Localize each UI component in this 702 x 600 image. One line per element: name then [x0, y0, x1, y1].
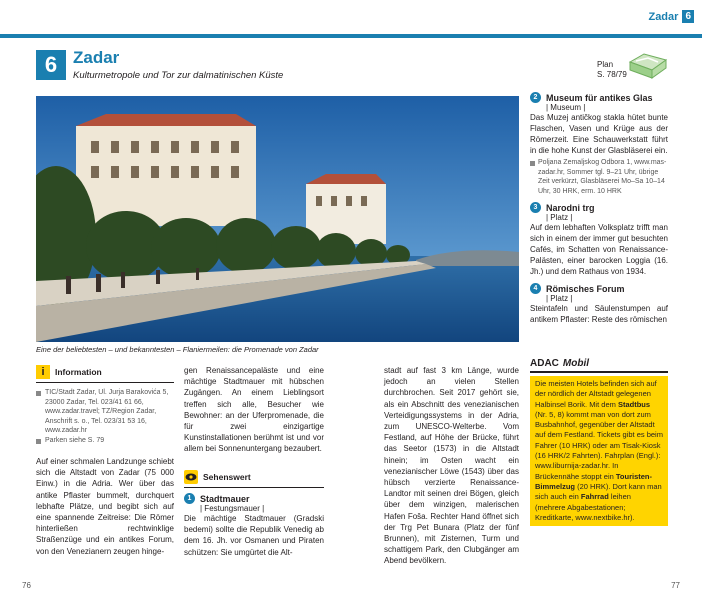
page-number-right: 77 — [671, 581, 680, 590]
information-title: Information — [55, 367, 102, 377]
sight-heading — [184, 493, 324, 504]
sehenswert-title: Sehenswert — [203, 472, 251, 482]
info-icon: i — [36, 365, 50, 379]
information-list — [36, 388, 174, 446]
sight-category: | Platz | — [546, 294, 573, 303]
adac-brand: ADAC — [530, 358, 559, 369]
photo-caption: Eine der beliebtesten – und bekanntesten – Flaniermeilen: die Promenade von Zadar — [36, 345, 319, 354]
adac-text-highlight: Touristen-Bimmelzug — [535, 471, 652, 491]
sight-number-badge: 1 — [184, 493, 195, 504]
sight-number-badge: 2 — [530, 92, 541, 103]
sight-number-badge: 4 — [530, 283, 541, 294]
adac-text-highlight: Fahrrad — [580, 492, 609, 502]
running-head-number: 6 — [682, 10, 694, 23]
sight-name: Römisches Forum — [546, 283, 625, 294]
information-item: Parken siehe S. 79 — [36, 436, 174, 446]
running-head-title: Zadar — [648, 10, 679, 23]
chapter-number: 6 — [36, 50, 66, 80]
sight-heading — [530, 202, 668, 213]
adac-text-part: Die meisten Hotels befinden sich auf der nördlich der Altstadt gelegenen Halbinsel Borik. Mit dem — [535, 379, 657, 409]
sight-practical-info: Poljana Zemaljskog Odbora 1, www.mas-zadar.hr, Sommer tgl. 9–21 Uhr, übrige Zeit verkürzt, Glasbläserei Mo–Sa 10–14 Uhr, 30 HRK, erm. 10 HRK — [530, 158, 668, 196]
sight-entry — [530, 283, 668, 325]
chapter-title: Zadar — [73, 48, 120, 67]
city-map-icon — [628, 52, 668, 80]
adac-mobil-label: Mobil — [562, 358, 589, 369]
sight-name: Stadtmauer — [200, 493, 250, 504]
adac-text-part: (20 HRK). Dort kann man sich auch ein — [535, 481, 662, 502]
eye-icon — [184, 470, 198, 484]
sight-entry — [530, 202, 668, 277]
adac-mobil-box — [530, 358, 668, 526]
intro-paragraph: Auf einer schmalen Landzunge schiebt sich die Altstadt von Zadar (75 000 Einw.) in die Adria. Wer über das antike Pflaster bummelt, durchquert lebhafte Plätze, und begibt sich auf eine spannende Zeitreise: Die Römer hinterließen rechtwinklige Straßenzüge und ein antikes Forum, von den Venezianern zeugen hinge- — [36, 457, 174, 556]
sight-description: Die mächtige Stadtmauer (Gradski bedemi) sollte die Republik Venedig ab dem 16. Jh. vor Osmanen und Piraten schützen: Sie umgürtet die Alt- — [184, 514, 324, 557]
top-rule — [0, 34, 702, 38]
sight-category: | Platz | — [546, 213, 573, 222]
sight-category: | Festungsmauer | — [200, 504, 265, 513]
information-header — [36, 365, 174, 383]
sight-description: Auf dem lebhaften Volksplatz trifft man sich in einem der immer gut besuchten Cafés, im Schatten von Renaissance-Palästen, einer barocken Loggia (16. Jh.) und dem Rathaus von 1934. — [530, 223, 668, 276]
information-box — [36, 365, 174, 446]
sehenswert-header — [184, 470, 324, 488]
adac-mobil-text — [530, 376, 668, 526]
sight-name: Museum für antikes Glas — [546, 92, 653, 103]
sight-heading — [530, 283, 668, 294]
page-number-left: 76 — [22, 581, 31, 590]
plan-reference — [597, 60, 627, 80]
adac-text-part: (Nr. 5, 8) kommt man von dort zum Busbahnhof, gegenüber der Altstadt auf dem Festland. Tickets gibt es beim Fahrer (10 HRK) oder am Tisak-Kiosk (16 HRK/2 Fahrten). Fahrplan (Engl.): www.liburnija-zadar.hr. In Brückennähe stoppt ein — [535, 409, 663, 481]
stadtmauer-paragraph-continued: stadt auf fast 3 km Länge, wurde jedoch an vielen Stellen durchbrochen. Seit 2017 gehört sie, als ein Abschnitt des venezianischen Verteidigungssystems in der Adria, zum UNESCO-Welterbe. Vom Festland, auf Höhe der Brücke, führt das Seetor (1573) in die Altstadt hinein; im Osten wacht ein venezianischer Löwe (1543) über das hübsch verzierte Renaissance-Landtor mit seinen drei Bögen, gleich über dem winzigen, malerischen Hafen Foša. Rechter Hand öffnet sich der Trg Pet Bunara (Platz der fünf Brunnen), mit Zisternen, Turm und schattigem Park, den Clubgänger am Abend bevölkern. — [384, 366, 519, 566]
sight-description: Steintafeln und Säulenstumpen auf antikem Pflaster: Reste des römischen — [530, 304, 668, 324]
right-sights-column — [530, 92, 668, 331]
intro-text-col1 — [36, 456, 174, 557]
information-item: TIC/Stadt Zadar, Ul. Jurja Barakovića 5, 23000 Zadar, Tel. 023/41 61 66, www.zadar.travel; TZ/Region Zadar, Anschrift s. o., Tel. 023/31 53 16, www.zadar.hr — [36, 388, 174, 436]
promenade-photo — [36, 96, 519, 342]
intro-paragraph-continued: gen Renaissancepaläste und eine mächtige Stadtmauer mit hübschen Zugängen. An einem Lieblingsort treffen sich alle, Besucher wie Bewohner: an der Uferpromenade, die für zwei einzigartige Kunstinstallationen berühmt ist und vor allem bei Sonnenuntergang bezaubert. — [184, 366, 324, 454]
adac-text-part: leihen (mehrere Abgabestationen; Kreditkarte, www.nextbike.hr). — [535, 492, 635, 522]
sight-heading — [530, 92, 668, 103]
body-text-col3 — [384, 365, 519, 567]
sight-category: | Museum | — [546, 103, 586, 112]
sight-entry — [530, 92, 668, 196]
adac-text-highlight: Stadtbus — [617, 399, 651, 409]
plan-label: Plan — [597, 60, 614, 69]
plan-pages: S. 78/79 — [597, 70, 627, 79]
intro-text-col2 — [184, 365, 324, 455]
adac-mobil-header — [530, 358, 668, 373]
sight-description: Das Muzej antičkog stakla hütet bunte Flaschen, Vasen und Krüge aus der Römerzeit. Eine Schauwerkstatt führt in die hohe Kunst der Glasbläserei ein. — [530, 113, 668, 155]
chapter-subtitle: Kulturmetropole und Tor zur dalmatinischen Küste — [73, 70, 284, 81]
sehenswert-section — [184, 470, 324, 558]
running-head — [648, 10, 694, 23]
sight-number-badge: 3 — [530, 202, 541, 213]
sight-name: Narodni trg — [546, 202, 595, 213]
